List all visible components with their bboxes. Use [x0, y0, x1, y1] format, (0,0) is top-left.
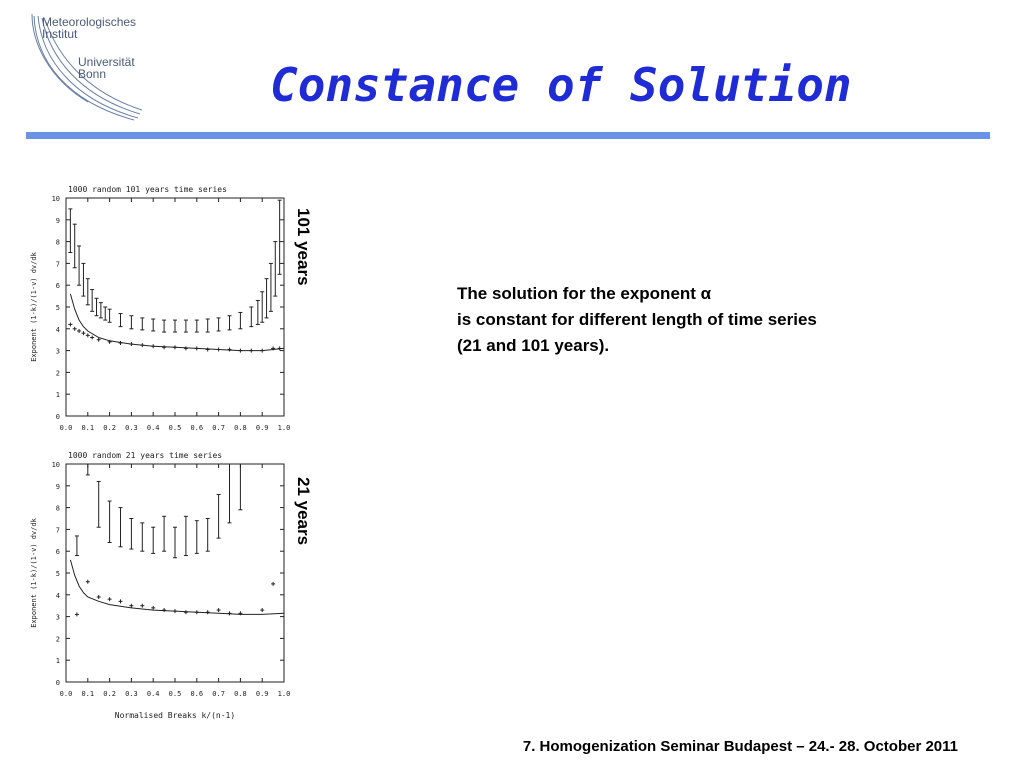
y-tick-label: 3	[55, 347, 60, 356]
y-tick-label: 10	[51, 195, 60, 203]
alpha-symbol: α	[700, 284, 712, 303]
y-tick-label: 4	[55, 591, 60, 600]
y-tick-label: 5	[55, 570, 60, 578]
x-tick-label: 0.2	[103, 424, 116, 432]
chart-101-years	[22, 178, 292, 440]
slide-title: Constance of Solution	[270, 58, 852, 112]
y-tick-label: 3	[55, 613, 60, 622]
x-tick-label: 1.0	[277, 424, 291, 432]
y-tick-label: 6	[55, 282, 60, 291]
y-tick-label: 7	[55, 260, 60, 269]
x-tick-label: 0.4	[146, 690, 160, 698]
description-rest: is constant for different length of time series (21 and 101 years).	[457, 310, 817, 355]
logo-text-line-2: Institut	[42, 27, 78, 41]
logo-text-line-1: Meteorologisches	[42, 15, 137, 29]
x-tick-label: 0.8	[234, 690, 247, 698]
side-label-21-years: 21 years	[294, 477, 313, 546]
x-tick-label: 0.1	[81, 424, 95, 432]
y-tick-label: 9	[55, 216, 60, 225]
x-tick-label: 0.5	[168, 424, 182, 432]
y-tick-label: 4	[55, 325, 60, 334]
x-tick-label: 0.8	[234, 424, 247, 432]
x-tick-label: 0.6	[190, 424, 204, 432]
chart-21-years	[22, 444, 292, 726]
footer-text: 7. Homogenization Seminar Budapest – 24.- 28. October 2011	[522, 738, 958, 755]
x-tick-label: 0.3	[125, 424, 138, 432]
x-tick-label: 0.0	[59, 690, 73, 698]
y-tick-label: 10	[51, 461, 60, 469]
y-tick-label: 6	[55, 548, 60, 557]
x-tick-label: 0.7	[212, 690, 225, 698]
x-tick-label: 0.6	[190, 690, 204, 698]
y-tick-label: 1	[55, 391, 60, 400]
y-tick-label: 7	[55, 526, 60, 535]
side-label-101-years: 101 years	[294, 208, 313, 286]
y-axis-label: Exponent (1-k)/(1-v) dv/dk	[30, 252, 38, 362]
x-tick-label: 0.2	[103, 690, 116, 698]
y-axis-label: Exponent (1-k)/(1-v) dv/dk	[30, 518, 38, 628]
title-divider	[26, 132, 990, 139]
x-tick-label: 0.1	[81, 690, 95, 698]
logo-text-line-4: Bonn	[78, 67, 107, 81]
y-tick-label: 2	[55, 635, 60, 644]
x-tick-label: 0.7	[212, 424, 225, 432]
x-tick-label: 1.0	[277, 690, 291, 698]
chart-title: 1000 random 101 years time series	[68, 185, 227, 194]
x-tick-label: 0.9	[255, 690, 269, 698]
x-tick-label: 0.4	[146, 424, 160, 432]
x-axis-label: Normalised Breaks k/(n-1)	[114, 711, 236, 720]
y-tick-label: 2	[55, 369, 60, 378]
x-tick-label: 0.5	[168, 690, 182, 698]
y-tick-label: 5	[55, 304, 60, 312]
y-tick-label: 1	[55, 657, 60, 666]
y-tick-label: 9	[55, 482, 60, 491]
y-tick-label: 0	[55, 679, 60, 687]
x-tick-label: 0.0	[59, 424, 73, 432]
institute-logo	[28, 12, 148, 124]
y-tick-label: 8	[55, 504, 60, 513]
chart-title: 1000 random 21 years time series	[68, 451, 223, 460]
logo-text-line-3: Universität	[78, 55, 135, 69]
y-tick-label: 0	[55, 413, 60, 421]
y-tick-label: 8	[55, 238, 60, 247]
x-tick-label: 0.3	[125, 690, 138, 698]
fitted-curve	[70, 560, 284, 615]
x-tick-label: 0.9	[255, 424, 269, 432]
description-text	[457, 281, 837, 359]
description-prefix: The solution for the exponent	[457, 284, 701, 303]
